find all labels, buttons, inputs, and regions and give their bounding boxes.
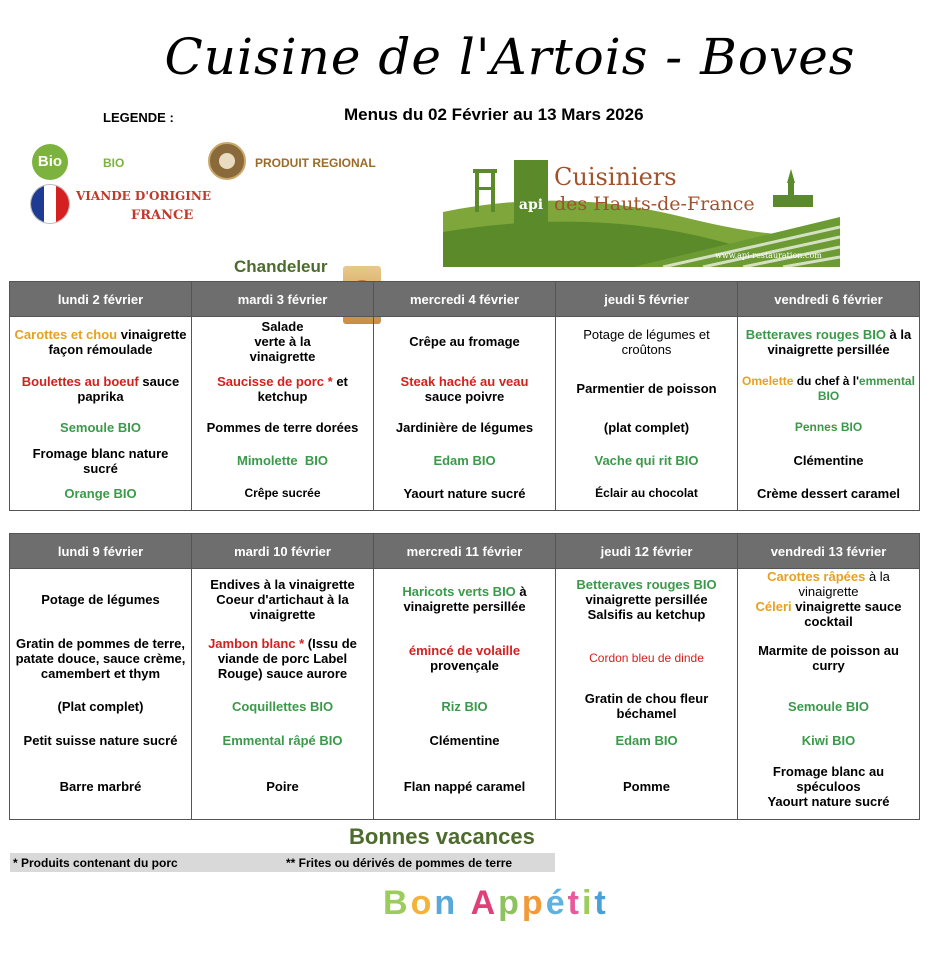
day-header: vendredi 6 février [738,282,920,317]
menu-cell: Coquillettes BIO [192,687,374,725]
bon-appetit-letter: p [521,884,546,922]
menu-cell: Salade verte à la vinaigrette [192,317,374,367]
menu-cell: Potage de légumes [10,569,192,630]
menu-cell: Clémentine [374,725,556,755]
legend-viande-line1: VIANDE D'ORIGINE [76,189,212,203]
legend-title: LEGENDE : [103,110,174,125]
menu-cell: Yaourt nature sucré [374,478,556,511]
menu-cell: Mimolette BIO [192,444,374,478]
menu-cell: Carottes et chou vinaigrette façon rémoulade [10,317,192,367]
menu-cell: Emmental râpé BIO [192,725,374,755]
menu-cell: Orange BIO [10,478,192,511]
menu-cell: Clémentine [738,444,920,478]
menu-cell: Barre marbré [10,755,192,819]
legend-bio-label: BIO [103,156,125,170]
page-title: Cuisine de l'Artois - Boves [164,28,856,86]
menu-cell: (Plat complet) [10,687,192,725]
api-logo-mark: api [518,197,544,213]
table-row [10,725,920,755]
bon-appetit-letter: i [581,884,595,922]
menu-cell: Crème dessert caramel [738,478,920,511]
day-header: mardi 10 février [192,534,374,569]
menu-cell: Pommes de terre dorées [192,411,374,444]
day-header: lundi 9 février [10,534,192,569]
table-row [10,317,920,367]
day-header: lundi 2 février [10,282,192,317]
day-header: jeudi 12 février [556,534,738,569]
menu-cell: Vache qui rit BIO [556,444,738,478]
menu-week-1 [9,281,920,511]
bon-appetit-letter: é [545,884,568,922]
bon-appetit-letter [458,884,470,922]
api-logo [443,157,840,267]
menu-cell: Kiwi BIO [738,725,920,755]
menu-period: Menus du 02 Février au 13 Mars 2026 [344,105,644,124]
menu-cell: Saucisse de porc * et ketchup [192,367,374,411]
table-row [10,629,920,687]
day-header: vendredi 13 février [738,534,920,569]
menu-cell: Boulettes au boeuf sauce paprika [10,367,192,411]
bon-appetit-letter: t [567,884,582,922]
bon-appetit-letter: n [434,884,459,922]
table-row [10,478,920,511]
day-header: mercredi 11 février [374,534,556,569]
bio-icon: Bio [32,144,68,180]
table-row [10,755,920,819]
api-logo-line2: des Hauts-de-France [554,193,755,215]
menu-cell: Riz BIO [374,687,556,725]
legend-regional-label: PRODUIT REGIONAL [255,156,376,170]
menu-cell: Gratin de pommes de terre, patate douce, sauce crème, camembert et thym [10,629,192,687]
menu-cell: Petit suisse nature sucré [10,725,192,755]
day-header: jeudi 5 février [556,282,738,317]
menu-cell: Edam BIO [374,444,556,478]
bon-appetit-letter: o [410,884,435,922]
menu-cell: Carottes râpées à la vinaigrette Céleri vinaigrette sauce cocktail [738,569,920,630]
table-row [10,687,920,725]
menu-cell: Potage de légumes et croûtons [556,317,738,367]
menu-cell: (plat complet) [556,411,738,444]
chandeleur-label: Chandeleur [234,257,328,276]
vacances-label: Bonnes vacances [349,824,535,849]
api-logo-url: www.api-restauration.com [715,251,822,260]
menu-cell: Marmite de poisson au curry [738,629,920,687]
day-header: mardi 3 février [192,282,374,317]
menu-cell: Flan nappé caramel [374,755,556,819]
table-row [10,569,920,630]
menu-cell: Betteraves rouges BIO vinaigrette persillée Salsifis au ketchup [556,569,738,630]
menu-cell: Semoule BIO [10,411,192,444]
bon-appetit-letter: A [470,884,499,922]
menu-cell: Crêpe sucrée [192,478,374,511]
table-row [10,367,920,411]
regional-product-icon [208,142,246,180]
menu-cell: Fromage blanc nature sucré [10,444,192,478]
menu-cell: Gratin de chou fleur béchamel [556,687,738,725]
menu-cell: Fromage blanc au spéculoos Yaourt nature sucré [738,755,920,819]
menu-cell: Edam BIO [556,725,738,755]
menu-cell: Cordon bleu de dinde [556,629,738,687]
menu-cell: Semoule BIO [738,687,920,725]
table-row [10,444,920,478]
api-logo-line1: Cuisiniers [554,163,677,191]
menu-cell: Jardinière de légumes [374,411,556,444]
bon-appetit [383,884,609,923]
bon-appetit-letter: t [594,884,609,922]
menu-cell: Betteraves rouges BIO à la vinaigrette persillée [738,317,920,367]
footnote-porc: * Produits contenant du porc [13,856,178,870]
menu-cell: Endives à la vinaigrette Coeur d'artichaut à la vinaigrette [192,569,374,630]
menu-cell: émincé de volaille provençale [374,629,556,687]
menu-week-2 [9,533,920,820]
bon-appetit-letter: B [383,884,411,922]
menu-cell: Crêpe au fromage [374,317,556,367]
day-header: mercredi 4 février [374,282,556,317]
menu-cell: Omelette du chef à l'emmental BIO [738,367,920,411]
menu-cell: Jambon blanc * (Issu de viande de porc Label Rouge) sauce aurore [192,629,374,687]
menu-cell: Poire [192,755,374,819]
menu-cell: Éclair au chocolat [556,478,738,511]
menu-cell: Pennes BIO [738,411,920,444]
menu-cell: Pomme [556,755,738,819]
footnote-frites: ** Frites ou dérivés de pommes de terre [286,856,513,870]
bon-appetit-letter: p [498,884,522,922]
menu-cell: Parmentier de poisson [556,367,738,411]
menu-cell: Steak haché au veau sauce poivre [374,367,556,411]
legend-viande-line2: FRANCE [131,208,194,223]
menu-cell: Haricots verts BIO à vinaigrette persillée [374,569,556,630]
table-row [10,411,920,444]
french-flag-icon [30,184,70,224]
